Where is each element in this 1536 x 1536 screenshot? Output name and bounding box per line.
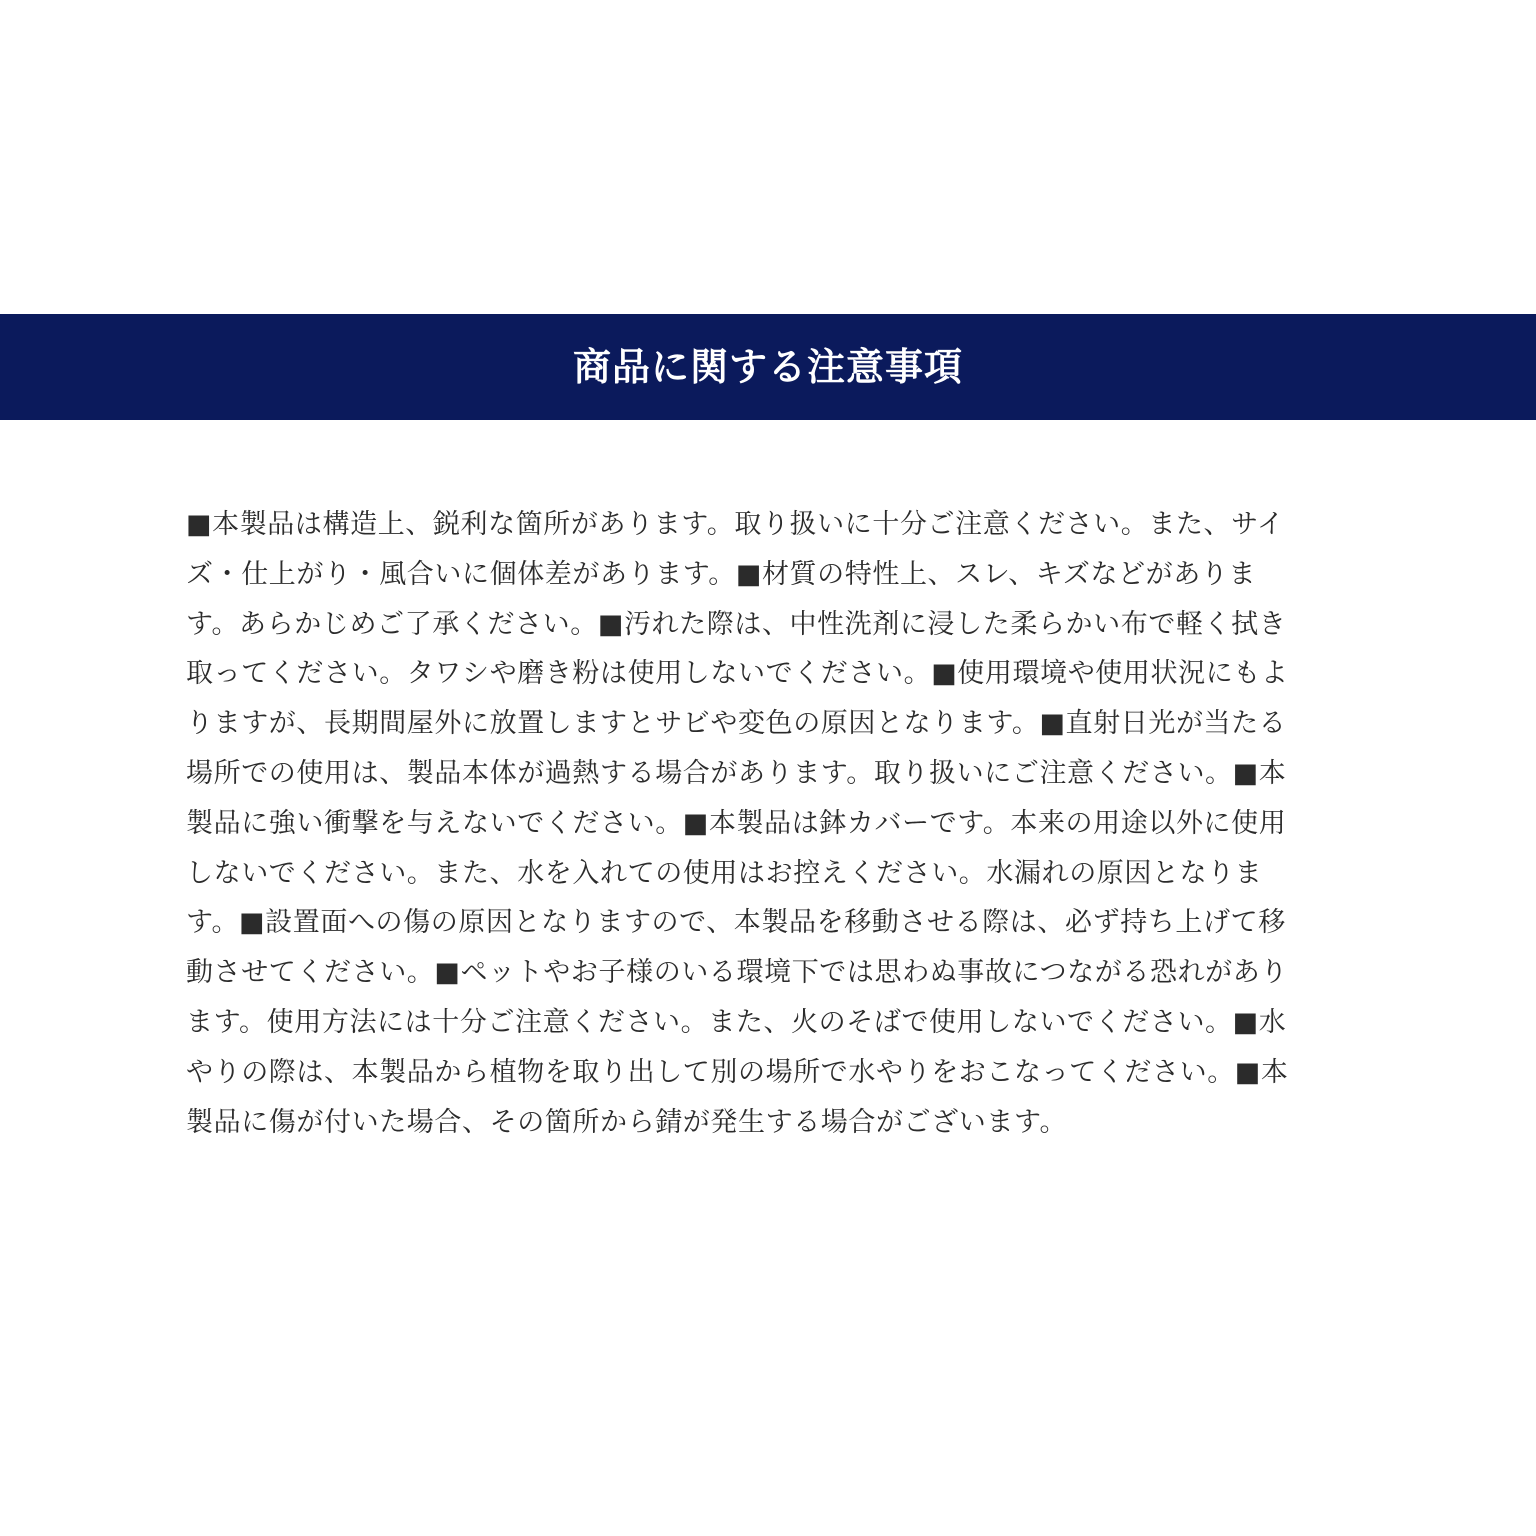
- notice-line: す。あらかじめご了承ください。■汚れた際は、中性洗剤に浸した柔らかい布で軽く拭き: [186, 608, 1287, 640]
- notice-line: 製品に強い衝撃を与えないでください。■本製品は鉢カバーです。本来の用途以外に使用: [186, 807, 1287, 839]
- notice-line: しないでください。また、水を入れての使用はお控えください。水漏れの原因となりま: [186, 857, 1263, 889]
- header-band: [0, 314, 1536, 420]
- notice-line: 動させてください。■ペットやお子様のいる環境下では思わぬ事故につながる恐れがあり: [186, 957, 1288, 989]
- notice-line: ■本製品は構造上、鋭利な箇所があります。取り扱いに十分ご注意ください。また、サイ: [186, 509, 1285, 540]
- notice-line: 製品に傷が付いた場合、その箇所から錆が発生する場合がございます。: [186, 1106, 1068, 1138]
- notice-line: ます。使用方法には十分ご注意ください。また、火のそばで使用しないでください。■水: [186, 1006, 1287, 1038]
- page-title: 商品に関する注意事項: [572, 345, 963, 389]
- notice-text: [186, 500, 1356, 1147]
- notice-line: ズ・仕上がり・風合いに個体差があります。■材質の特性上、スレ、キズなどがありま: [186, 558, 1257, 590]
- notice-line: りますが、長期間屋外に放置しますとサビや変色の原因となります。■直射日光が当たる: [186, 708, 1287, 740]
- notice-line: 場所での使用は、製品本体が過熱する場合があります。取り扱いにご注意ください。■本: [186, 757, 1287, 789]
- notice-line: やりの際は、本製品から植物を取り出して別の場所で水やりをおこなってください。■本: [186, 1056, 1289, 1088]
- notice-line: す。■設置面への傷の原因となりますので、本製品を移動させる際は、必ず持ち上げて移: [186, 907, 1286, 939]
- notice-line: 取ってください。タワシや磨き粉は使用しないでください。■使用環境や使用状況にもよ: [186, 658, 1289, 690]
